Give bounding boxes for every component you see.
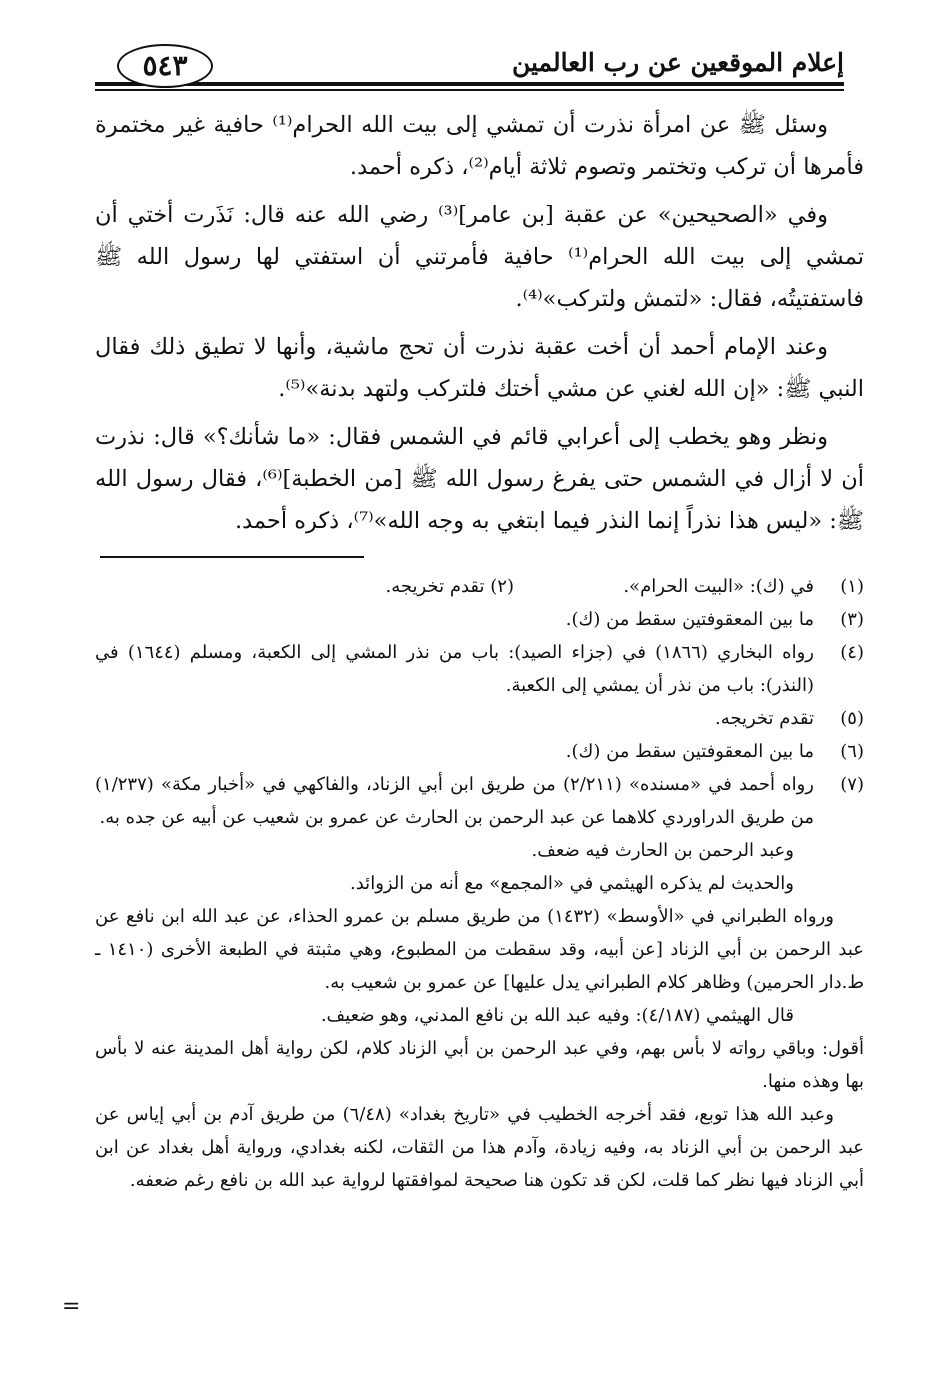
footnote	[95, 702, 864, 735]
main-text	[95, 104, 864, 548]
footnote-number: (٧)	[840, 774, 864, 795]
footnote	[95, 768, 864, 834]
footnote-number: (٣)	[840, 609, 864, 630]
footnote-number: (٦)	[840, 741, 864, 762]
footnote-separator	[100, 556, 364, 558]
footnote-number: (٢)	[490, 576, 514, 597]
paragraph: ونظر وهو يخطب إلى أعرابي قائم في الشمس فقال: «ما شأنك؟» قال: نذرت أن لا أزال في الشمس حتى يفرغ رسول الله ﷺ [من الخطبة]⁽⁶⁾، فقال رسول الله ﷺ: «ليس هذا نذراً إنما النذر فيما ابتغي به وجه الله»⁽⁷⁾، ذكره أحمد.	[95, 424, 864, 534]
footnote	[95, 603, 864, 636]
footnote-continuation: والحديث لم يذكره الهيثمي في «المجمع» مع أنه من الزوائد.	[350, 873, 794, 894]
footnote-text: في (ك): «البيت الحرام».	[623, 576, 814, 597]
footnote-continuation: وعبد الله هذا توبع، فقد أخرجه الخطيب في «تاريخ بغداد» (٦/٤٨) من طريق آدم بن أبي إياس عن عبد الرحمن بن أبي الزناد به، وفيه زيادة، وآدم هذا من الثقات، لكنه بغدادي، ورواية أهل بغداد عن ابن أبي الزناد فيها نظر كما قلت، لكن قد تكون هنا صحيحة لموافقتها لرواية عبد الله بن نافع رغم ضعفه.	[95, 1104, 864, 1191]
paragraph: وسئل ﷺ عن امرأة نذرت أن تمشي إلى بيت الله الحرام⁽¹⁾ حافية غير مختمرة فأمرها أن تركب وتختمر وتصوم ثلاثة أيام⁽²⁾، ذكره أحمد.	[95, 112, 864, 180]
footnote-number: (٤)	[840, 642, 864, 663]
footnote-text: تقدم تخريجه.	[385, 576, 485, 597]
footnote-text: رواه أحمد في «مسنده» (٢/٢١١) من طريق ابن أبي الزناد، والفاكهي في «أخبار مكة» (١/٢٣٧) من طريق الدراوردي كلاهما عن عبد الرحمن بن الحارث عن عمرو بن شعيب عن أبيه عن جده به.	[95, 774, 814, 828]
footnote-number: (٥)	[840, 708, 864, 729]
footnote-continuation: وعبد الرحمن بن الحارث فيه ضعف.	[531, 840, 794, 861]
page-header	[95, 42, 844, 94]
footnote-text: ما بين المعقوفتين سقط من (ك).	[565, 609, 814, 630]
footnote-text: رواه البخاري (١٨٦٦) في (جزاء الصيد): باب من نذر المشي إلى الكعبة، ومسلم (١٦٤٤) في (النذر): باب من نذر أن يمشي إلى الكعبة.	[95, 642, 814, 696]
footnote-pair	[95, 570, 864, 603]
footnote-text: تقدم تخريجه.	[715, 708, 814, 729]
footnotes	[95, 570, 864, 1197]
paragraph: وفي «الصحيحين» عن عقبة [بن عامر]⁽³⁾ رضي الله عنه قال: نَذَرت أختي أن تمشي إلى بيت الله الحرام⁽¹⁾ حافية فأمرتني أن استفتي لها رسول الله ﷺ فاستفتيتُه، فقال: «لتمش ولتركب»⁽⁴⁾.	[95, 202, 864, 312]
footnote-inline	[386, 570, 514, 603]
footnote	[95, 735, 864, 768]
paragraph: وعند الإمام أحمد أن أخت عقبة نذرت أن تحج ماشية، وأنها لا تطيق ذلك فقال النبي ﷺ: «إن الله لغني عن مشي أختك فلتركب ولتهد بدنة»⁽⁵⁾.	[95, 334, 864, 402]
footnote-continuation: أقول: وباقي رواته لا بأس بهم، وفي عبد الرحمن بن أبي الزناد كلام، لكن رواية أهل المدينة عنه لا بأس بها وهذه منها.	[95, 1038, 864, 1092]
header-rule-thick	[95, 82, 844, 86]
footnote-text: ما بين المعقوفتين سقط من (ك).	[565, 741, 814, 762]
footnote-continuation: قال الهيثمي (٤/١٨٧): وفيه عبد الله بن نافع المدني، وهو ضعيف.	[320, 1005, 794, 1026]
continuation-mark: =	[62, 1294, 81, 1319]
footnote	[95, 636, 864, 702]
page-number: ٥٤٣	[117, 44, 213, 88]
header-rule-thin	[95, 89, 844, 91]
book-title: إعلام الموقعين عن رب العالمين	[511, 48, 844, 77]
footnote-continuation: ورواه الطبراني في «الأوسط» (١٤٣٢) من طريق مسلم بن عمرو الحذاء، عن عبد الله ابن نافع عن عبد الرحمن بن أبي الزناد [عن أبيه، وقد سقطت من المطبوع، وهي مثبتة في الطبعة الأخرى (١٤١٠ ـ ط.دار الحرمين) وظاهر كلام الطبراني يدل عليها] عن عمرو بن شعيب به.	[95, 906, 864, 993]
footnote-number: (١)	[840, 576, 864, 597]
